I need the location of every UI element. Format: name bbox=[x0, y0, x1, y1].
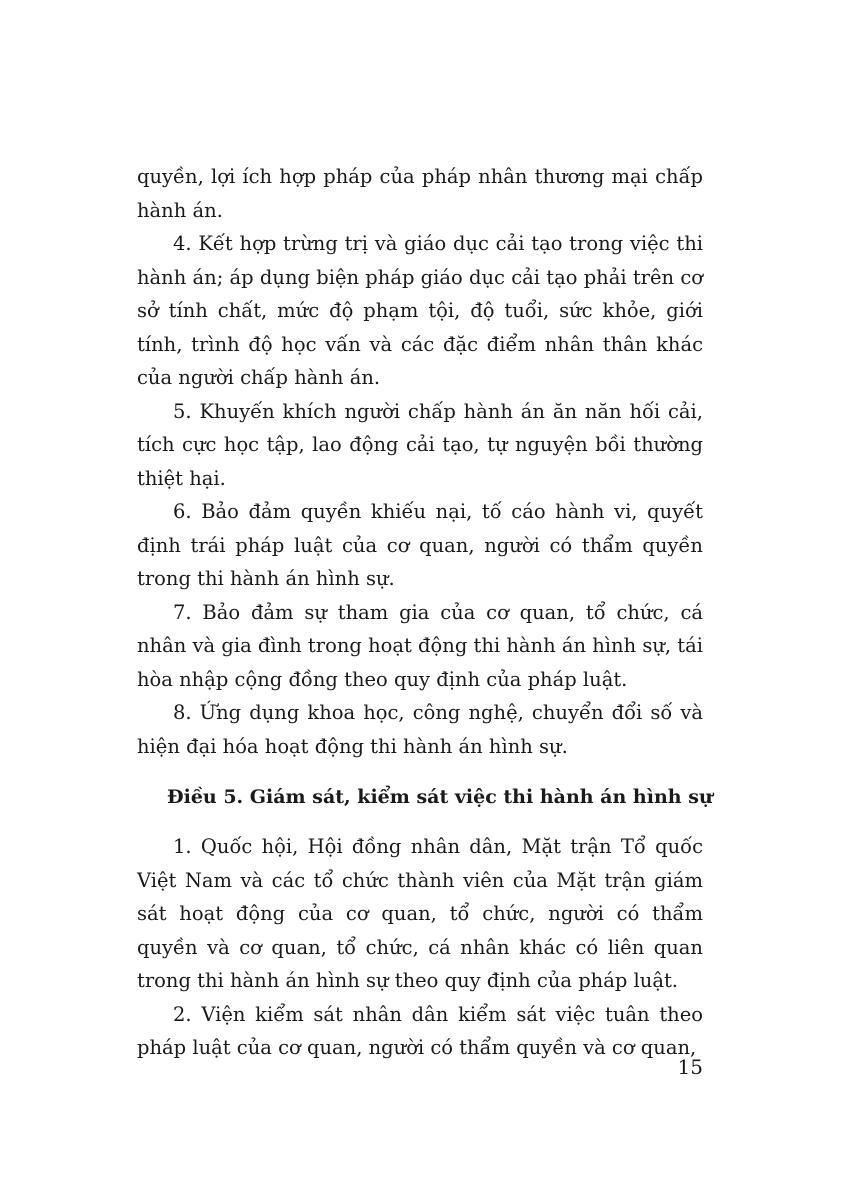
paragraph-item-8: 8. Ứng dụng khoa học, công nghệ, chuyển đổi số và hiện đại hóa hoạt động thi hành án hình sự. bbox=[137, 701, 703, 758]
paragraph-item-6: 6. Bảo đảm quyền khiếu nại, tố cáo hành vi, quyết định trái pháp luật của cơ quan, người có thẩm quyền trong thi hành án hình sự. bbox=[137, 500, 703, 590]
paragraph-item-7: 7. Bảo đảm sự tham gia của cơ quan, tổ chức, cá nhân và gia đình trong hoạt động thi hành án hình sự, tái hòa nhập cộng đồng theo quy định của pháp luật. bbox=[137, 600, 703, 691]
article-heading: Điều 5. Giám sát, kiểm sát việc thi hành án hình sự bbox=[167, 786, 713, 808]
paragraph-continuation: quyền, lợi ích hợp pháp của pháp nhân thương mại chấp hành án. bbox=[137, 165, 703, 222]
paragraph-item-4: 4. Kết hợp trừng trị và giáo dục cải tạo trong việc thi hành án; áp dụng biện pháp giáo dục cải tạo phải trên cơ sở tính chất, mức độ phạm tội, độ tuổi, sức khỏe, giới tính, trình độ học vấn và các đặc điểm nhân thân khác của người chấp hành án. bbox=[137, 232, 703, 389]
paragraph-article5-item-2: 2. Viện kiểm sát nhân dân kiểm sát việc tuân theo pháp luật của cơ quan, người có thẩm quyền và cơ quan, bbox=[137, 1002, 703, 1059]
page-number: 15 bbox=[677, 1055, 703, 1079]
paragraph-item-5: 5. Khuyến khích người chấp hành án ăn năn hối cải, tích cực học tập, lao động cải tạo, tự nguyện bồi thường thiệt hại. bbox=[137, 399, 703, 490]
paragraph-article5-item-1: 1. Quốc hội, Hội đồng nhân dân, Mặt trận Tổ quốc Việt Nam và các tổ chức thành viên của Mặt trận giám sát hoạt động của cơ quan, tổ chức, người có thẩm quyền và cơ quan, tổ chức, cá nhân khác có liên quan trong thi hành án hình sự theo quy định của pháp luật. bbox=[137, 835, 703, 992]
page-body bbox=[137, 160, 713, 1065]
